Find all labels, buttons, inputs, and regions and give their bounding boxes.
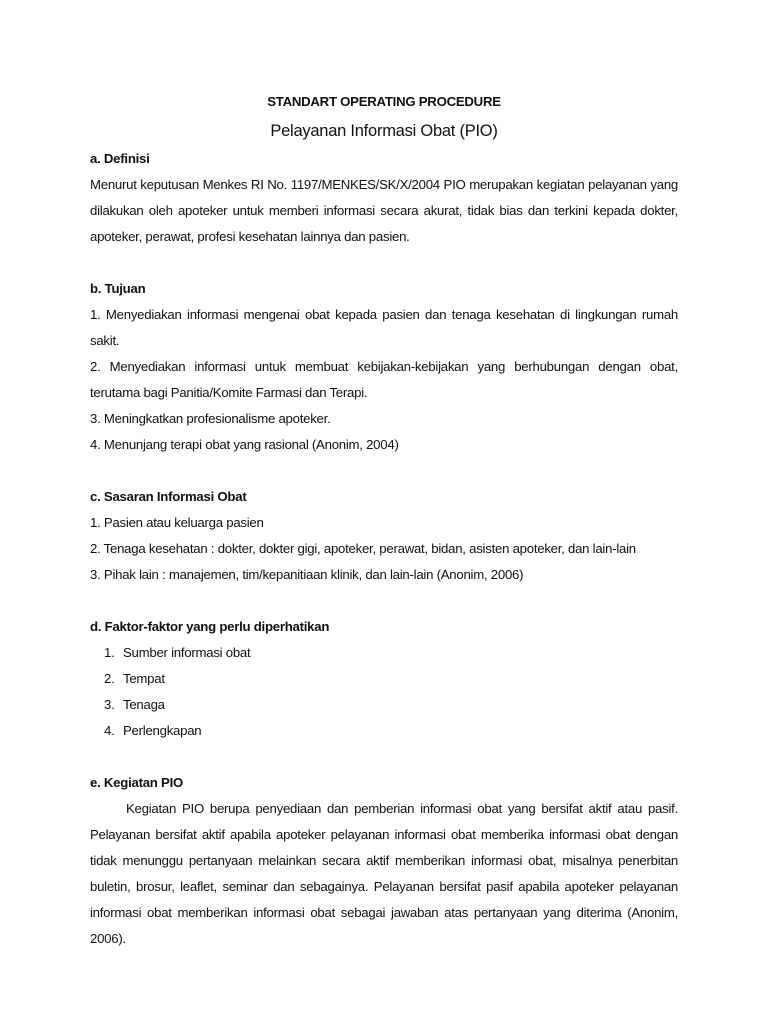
section-b-list (90, 302, 678, 458)
list-item (90, 640, 678, 666)
section-e-text: Kegiatan PIO berupa penyediaan dan pemberian informasi obat yang bersifat aktif atau pasif. Pelayanan bersifat aktif apabila apoteker pelayanan informasi obat memberika informasi obat dengan tidak menunggu pertanyaan melainkan secara aktif memberikan informasi obat, misalnya penerbitan buletin, brosur, leaflet, seminar dan sebagainya. Pelayanan bersifat pasif apabila apoteker pelayanan informasi obat memberikan informasi obat sebagai jawaban atas pertanyaan yang diterima (Anonim, 2006). (90, 801, 678, 946)
section-d-heading: d. Faktor-faktor yang perlu diperhatikan (90, 619, 330, 634)
section-c-list (90, 510, 678, 588)
section-e-heading: e. Kegiatan PIO (90, 775, 183, 790)
list-item (90, 666, 678, 692)
spacer (90, 744, 678, 770)
list-item: 1. Menyediakan informasi mengenai obat kepada pasien dan tenaga kesehatan di lingkungan rumah sakit. (90, 307, 678, 348)
list-item-text: Tenaga (123, 697, 165, 712)
section-a-text: Menurut keputusan Menkes RI No. 1197/MENKES/SK/X/2004 PIO merupakan kegiatan pelayanan yang dilakukan oleh apoteker untuk memberi informasi secara akurat, tidak bias dan terkini kepada dokter, apoteker, perawat, profesi kesehatan lainnya dan pasien. (90, 177, 678, 244)
spacer (90, 250, 678, 276)
list-item-number: 4. (104, 723, 115, 738)
spacer (90, 458, 678, 484)
list-item-text: Sumber informasi obat (123, 645, 251, 660)
spacer (90, 588, 678, 614)
list-item-number: 2. (104, 671, 115, 686)
list-item-number: 1. (104, 645, 115, 660)
list-item: 4. Menunjang terapi obat yang rasional (Anonim, 2004) (90, 437, 399, 452)
section-b-heading: b. Tujuan (90, 281, 146, 296)
document-title: STANDART OPERATING PROCEDURE (267, 94, 501, 109)
section-c-heading: c. Sasaran Informasi Obat (90, 489, 247, 504)
list-item: 2. Menyediakan informasi untuk membuat kebijakan-kebijakan yang berhubungan dengan obat, terutama bagi Panitia/Komite Farmasi dan Terapi. (90, 359, 678, 400)
list-item: 3. Pihak lain : manajemen, tim/kepanitiaan klinik, dan lain-lain (Anonim, 2006) (90, 567, 524, 582)
list-item-text: Perlengkapan (123, 723, 202, 738)
document-body (90, 92, 678, 952)
list-item: 2. Tenaga kesehatan : dokter, dokter gigi, apoteker, perawat, bidan, asisten apoteker, dan lain-lain (90, 541, 636, 556)
list-item: 1. Pasien atau keluarga pasien (90, 515, 264, 530)
list-item-text: Tempat (123, 671, 165, 686)
list-item (90, 718, 678, 744)
list-item-number: 3. (104, 697, 115, 712)
list-item (90, 692, 678, 718)
document-subtitle: Pelayanan Informasi Obat (PIO) (270, 122, 498, 140)
list-item: 3. Meningkatkan profesionalisme apoteker. (90, 411, 331, 426)
section-a-heading: a. Definisi (90, 151, 150, 166)
section-d-list (90, 640, 678, 744)
